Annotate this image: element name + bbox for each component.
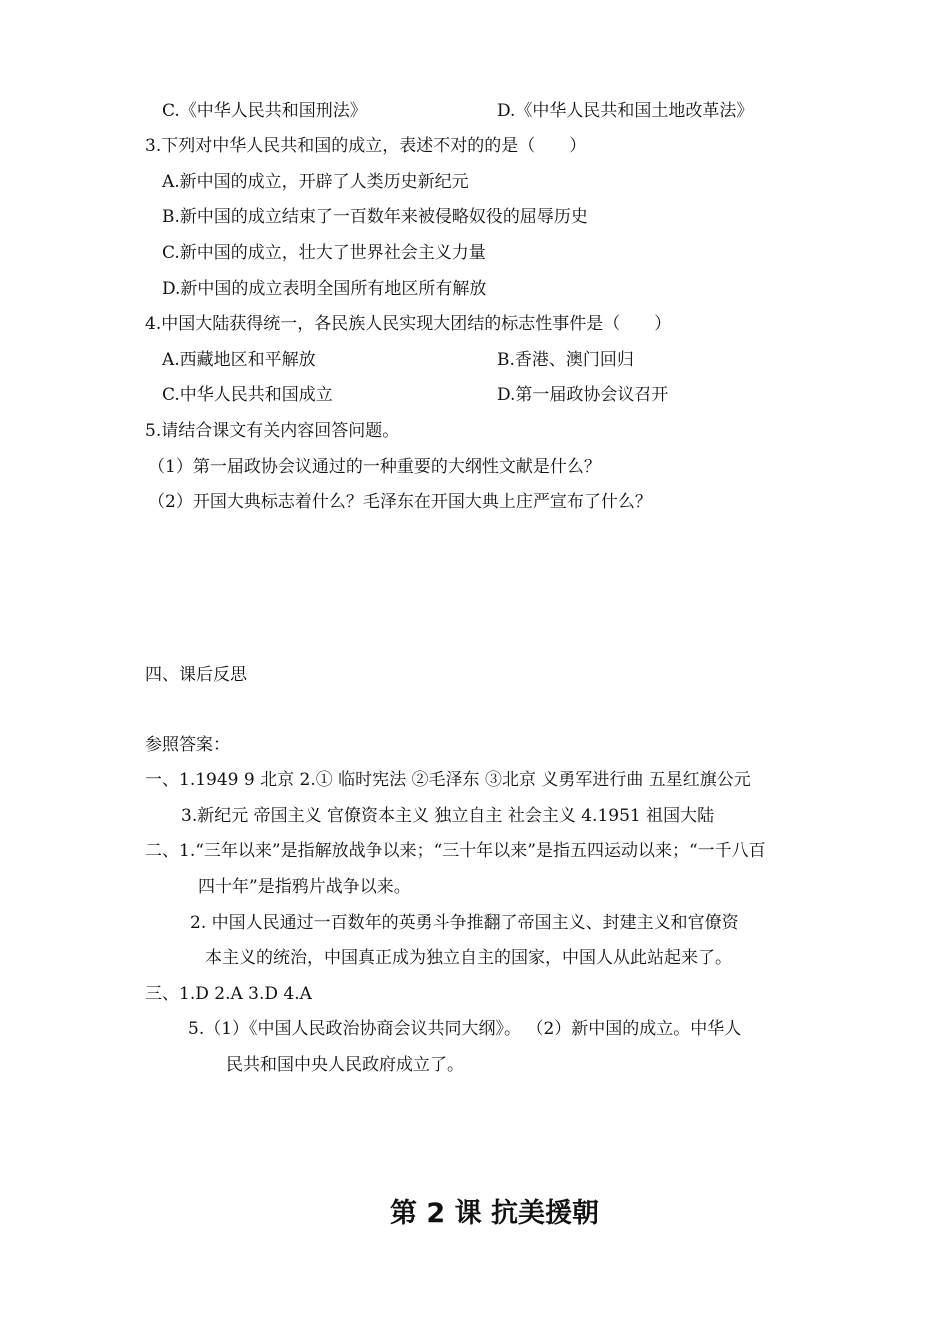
answers-heading: 参照答案：: [145, 735, 230, 755]
q5-stem: 5.请结合课文有关内容回答问题。: [145, 421, 400, 441]
q3-stem: 3.下列对中华人民共和国的成立，表述不对的的是（ ）: [145, 136, 587, 156]
q4-option-a: A.西藏地区和平解放: [162, 350, 316, 370]
lesson-title: 第 2 课 抗美援朝: [390, 1198, 599, 1229]
answers-part2-line2: 四十年”是指鸦片战争以来。: [198, 877, 411, 897]
q5-sub2: （2）开国大典标志着什么？毛泽东在开国大典上庄严宣布了什么？: [148, 492, 652, 512]
answers-part2-line3: 2. 中国人民通过一百数年的英勇斗争推翻了帝国主义、封建主义和官僚资: [190, 913, 739, 933]
answers-part1-line1: 一、1.1949 9 北京 2.① 临时宪法 ②毛泽东 ③北京 义勇军进行曲 五星红旗公元: [145, 770, 751, 790]
q3-option-a: A.新中国的成立，开辟了人类历史新纪元: [162, 172, 469, 192]
q4-stem: 4.中国大陆获得统一，各民族人民实现大团结的标志性事件是（ ）: [145, 314, 672, 334]
answers-part2-line1: 二、1.“三年以来”是指解放战争以来；“三十年以来”是指五四运动以来；“一千八百: [145, 841, 766, 861]
q3-option-b: B.新中国的成立结束了一百数年来被侵略奴役的屈辱历史: [162, 207, 588, 227]
q4-option-c: C.中华人民共和国成立: [162, 385, 333, 405]
answers-part2-line4: 本主义的统治，中国真正成为独立自主的国家，中国人从此站起来了。: [205, 948, 732, 968]
answers-part3-line2: 5.（1）《中国人民政治协商会议共同大纲》。 （2）新中国的成立。中华人: [188, 1019, 742, 1039]
q4-option-d: D.第一届政协会议召开: [497, 385, 669, 405]
q3-option-c: C.新中国的成立，壮大了世界社会主义力量: [162, 243, 486, 263]
q4-option-b: B.香港、澳门回归: [497, 350, 634, 370]
q2-option-c: C.《中华人民共和国刑法》: [162, 101, 367, 121]
reflection-heading: 四、课后反思: [145, 665, 247, 685]
q3-option-d: D.新中国的成立表明全国所有地区所有解放: [162, 279, 487, 299]
q5-sub1: （1）第一届政协会议通过的一种重要的大纲性文献是什么？: [148, 457, 601, 477]
answers-part3-line3: 民共和国中央人民政府成立了。: [226, 1055, 464, 1075]
answers-part3-line1: 三、1.D 2.A 3.D 4.A: [145, 984, 312, 1004]
answers-part1-line2: 3.新纪元 帝国主义 官僚资本主义 独立自主 社会主义 4.1951 祖国大陆: [181, 806, 715, 826]
q2-option-d: D.《中华人民共和国土地改革法》: [497, 101, 754, 121]
